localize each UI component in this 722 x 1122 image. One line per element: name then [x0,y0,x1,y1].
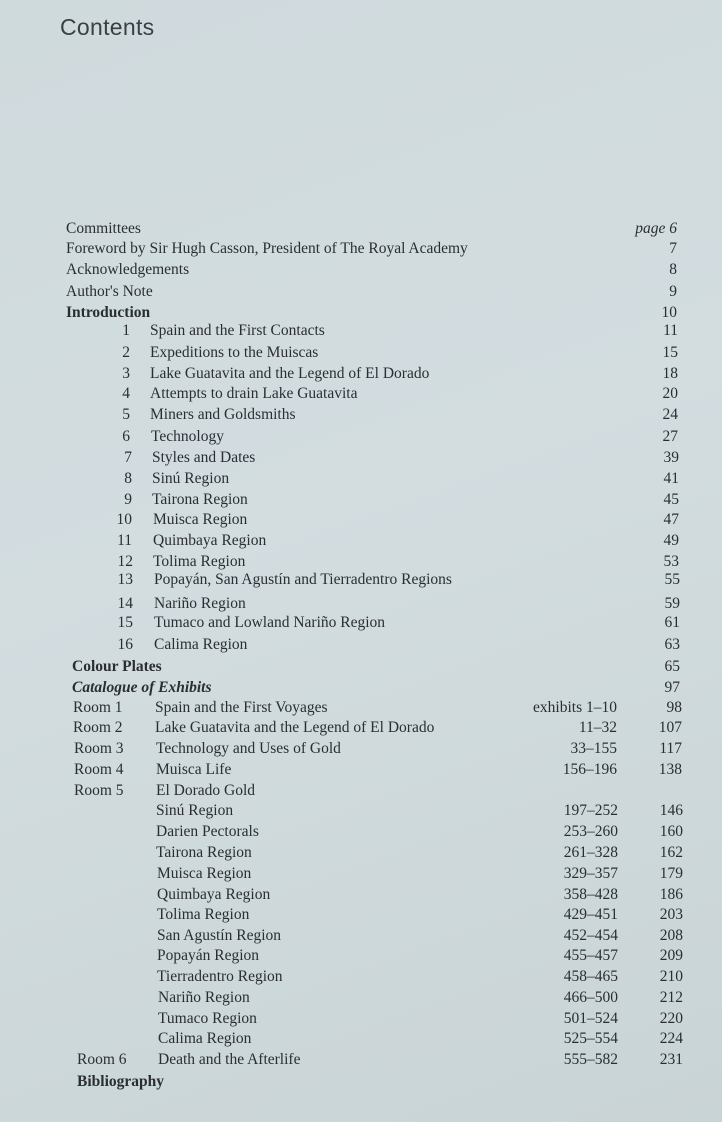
toc-page: 41 [663,470,679,487]
toc-label: Expeditions to the Muiscas [150,344,319,361]
toc-subregion-row [0,1009,722,1029]
toc-page: 98 [666,699,682,716]
toc-page: 146 [659,802,683,819]
room-label: Room 3 [74,740,124,757]
toc-row-foreword [0,239,722,259]
toc-page: 11 [663,322,678,339]
exhibit-range: 525–554 [563,1030,618,1047]
toc-chapter-row [0,343,722,363]
toc-chapter-row [0,469,722,489]
toc-page: 9 [669,283,677,300]
toc-page: 210 [659,968,683,985]
toc-page: 53 [663,553,679,570]
toc-label: Spain and the First Contacts [150,322,325,339]
toc-label: Spain and the First Voyages [155,699,328,716]
toc-label: Sinú Region [152,470,230,487]
toc-room-row [0,698,722,718]
toc-row-acknowledgements [0,260,722,280]
toc-label: Miners and Goldsmiths [150,406,296,423]
toc-page: 138 [658,761,682,778]
toc-chapter-row [0,570,722,590]
toc-subregion-row [0,946,722,966]
exhibit-range: 358–428 [563,886,618,903]
toc-chapter-row [0,635,722,655]
room-label: Room 5 [74,782,124,799]
toc-chapter-row [0,427,722,447]
room-label: Room 2 [73,719,123,736]
room-label: Room 1 [73,699,123,716]
exhibit-range: 452–454 [563,927,618,944]
exhibit-range: 458–465 [563,968,618,985]
toc-page: 97 [664,679,680,696]
page-title: Contents [60,14,155,40]
toc-page: 179 [659,865,683,882]
toc-label: Styles and Dates [152,449,256,466]
toc-label: Tolima Region [157,906,250,923]
toc-page: 20 [662,385,678,402]
chapter-number: 10 [116,511,132,528]
toc-room-row [0,739,722,759]
toc-subregion-row [0,885,722,905]
toc-page: 7 [669,240,677,257]
chapter-number: 15 [117,614,133,631]
toc-chapter-row [0,510,722,530]
toc-label: El Dorado Gold [156,782,256,799]
chapter-number: 7 [124,449,132,466]
toc-chapter-row [0,405,722,425]
toc-subregion-row [0,843,722,863]
toc-row-bibliography [0,1072,722,1092]
exhibit-range: 429–451 [563,906,618,923]
chapter-number: 4 [122,385,130,402]
toc-page: 27 [662,428,678,445]
toc-label: San Agustín Region [157,927,282,944]
toc-label: Tierradentro Region [157,968,283,985]
toc-chapter-row [0,490,722,510]
toc-subregion-row [0,988,722,1008]
toc-page: 63 [664,636,680,653]
exhibit-range: 33–155 [570,740,617,757]
toc-page: 212 [659,989,683,1006]
toc-label: Tairona Region [152,491,248,508]
toc-page: 208 [659,927,683,944]
toc-label: Popayán, San Agustín and Tierradentro Regions [154,571,452,588]
toc-label: Author's Note [66,283,153,300]
exhibit-range: 455–457 [563,947,618,964]
toc-label: Foreword by Sir Hugh Casson, President of The Royal Academy [66,240,468,257]
chapter-number: 8 [124,470,132,487]
exhibit-range: 466–500 [563,989,618,1006]
toc-label: Popayán Region [157,947,260,964]
exhibit-range: 555–582 [563,1051,618,1068]
toc-chapter-row [0,448,722,468]
chapter-number: 12 [117,553,133,570]
exhibit-range: 156–196 [562,761,617,778]
toc-label: Quimbaya Region [157,886,271,903]
toc-subregion-row [0,1029,722,1049]
toc-page: 231 [659,1051,683,1068]
toc-page: 10 [661,304,677,321]
toc-page: 18 [662,365,678,382]
toc-label: Tolima Region [153,553,246,570]
exhibit-range: 11–32 [578,719,617,736]
chapter-number: 9 [124,491,132,508]
toc-subregion-row [0,905,722,925]
toc-page: 8 [669,261,677,278]
toc-page: 220 [659,1010,683,1027]
toc-room-row [0,1050,722,1070]
chapter-number: 6 [122,428,130,445]
toc-room-row [0,718,722,738]
toc-label: Death and the Afterlife [158,1051,301,1068]
chapter-number: 2 [122,344,130,361]
toc-chapter-row [0,531,722,551]
exhibit-range: exhibits 1–10 [533,699,617,716]
toc-label: Tumaco Region [158,1010,257,1027]
toc-page: 49 [663,532,679,549]
exhibit-range: 197–252 [563,802,618,819]
toc-label: Tumaco and Lowland Nariño Region [154,614,386,631]
toc-page: page 6 [635,220,677,237]
toc-page: 39 [663,449,679,466]
chapter-number: 11 [117,532,132,549]
toc-row-catalogue [0,678,722,698]
exhibit-range: 501–524 [563,1010,618,1027]
exhibit-range: 261–328 [563,844,618,861]
toc-chapter-row [0,594,722,614]
toc-label: Acknowledgements [66,261,190,278]
toc-label: Muisca Region [157,865,252,882]
toc-row-authors-note [0,282,722,302]
toc-row-committees [0,219,722,239]
toc-chapter-row [0,364,722,384]
chapter-number: 3 [122,365,130,382]
toc-row-introduction [0,303,722,323]
chapter-number: 1 [122,322,130,339]
room-label: Room 4 [74,761,124,778]
toc-subregion-row [0,801,722,821]
room-label: Room 6 [77,1051,127,1068]
chapter-number: 13 [117,571,133,588]
toc-page: 162 [659,844,683,861]
toc-subregion-row [0,926,722,946]
toc-label: Attempts to drain Lake Guatavita [150,385,358,402]
toc-chapter-row [0,552,722,572]
toc-page: 59 [664,595,680,612]
toc-page: 45 [663,491,679,508]
toc-label: Muisca Life [156,761,232,778]
toc-label: Darien Pectorals [156,823,259,840]
toc-room-row [0,760,722,780]
toc-label: Nariño Region [158,989,250,1006]
toc-page: 55 [664,571,680,588]
toc-label: Nariño Region [154,595,246,612]
toc-label: Sinú Region [156,802,234,819]
toc-chapter-row [0,384,722,404]
toc-subregion-row [0,967,722,987]
toc-chapter-row [0,321,722,341]
toc-label: Tairona Region [156,844,252,861]
toc-label: Calima Region [154,636,248,653]
toc-label: Muisca Region [153,511,248,528]
toc-page: 209 [659,947,683,964]
toc-page: 24 [662,406,678,423]
toc-label: Committees [66,220,141,237]
toc-page: 160 [659,823,683,840]
toc-label: Colour Plates [72,658,162,675]
exhibit-range: 329–357 [563,865,618,882]
toc-label: Lake Guatavita and the Legend of El Dorado [150,365,430,382]
chapter-number: 14 [117,595,133,612]
toc-label: Quimbaya Region [153,532,267,549]
toc-page: 107 [658,719,682,736]
toc-page: 203 [659,906,683,923]
toc-page: 61 [664,614,680,631]
toc-label: Technology [151,428,224,445]
toc-room-row [0,781,722,801]
chapter-number: 16 [117,636,133,653]
toc-label: Technology and Uses of Gold [156,740,341,757]
toc-label: Calima Region [158,1030,252,1047]
toc-row-colour-plates [0,657,722,677]
toc-page: 47 [663,511,679,528]
exhibit-range: 253–260 [563,823,618,840]
toc-page: 186 [659,886,683,903]
toc-label: Lake Guatavita and the Legend of El Dorado [155,719,435,736]
toc-subregion-row [0,864,722,884]
toc-label: Introduction [66,304,151,321]
toc-label: Bibliography [77,1073,164,1090]
toc-page: 15 [662,344,678,361]
toc-chapter-row [0,613,722,633]
toc-page: 65 [664,658,680,675]
toc-page: 224 [659,1030,683,1047]
toc-subregion-row [0,822,722,842]
toc-page: 117 [659,740,682,757]
chapter-number: 5 [122,406,130,423]
toc-label: Catalogue of Exhibits [72,679,212,696]
